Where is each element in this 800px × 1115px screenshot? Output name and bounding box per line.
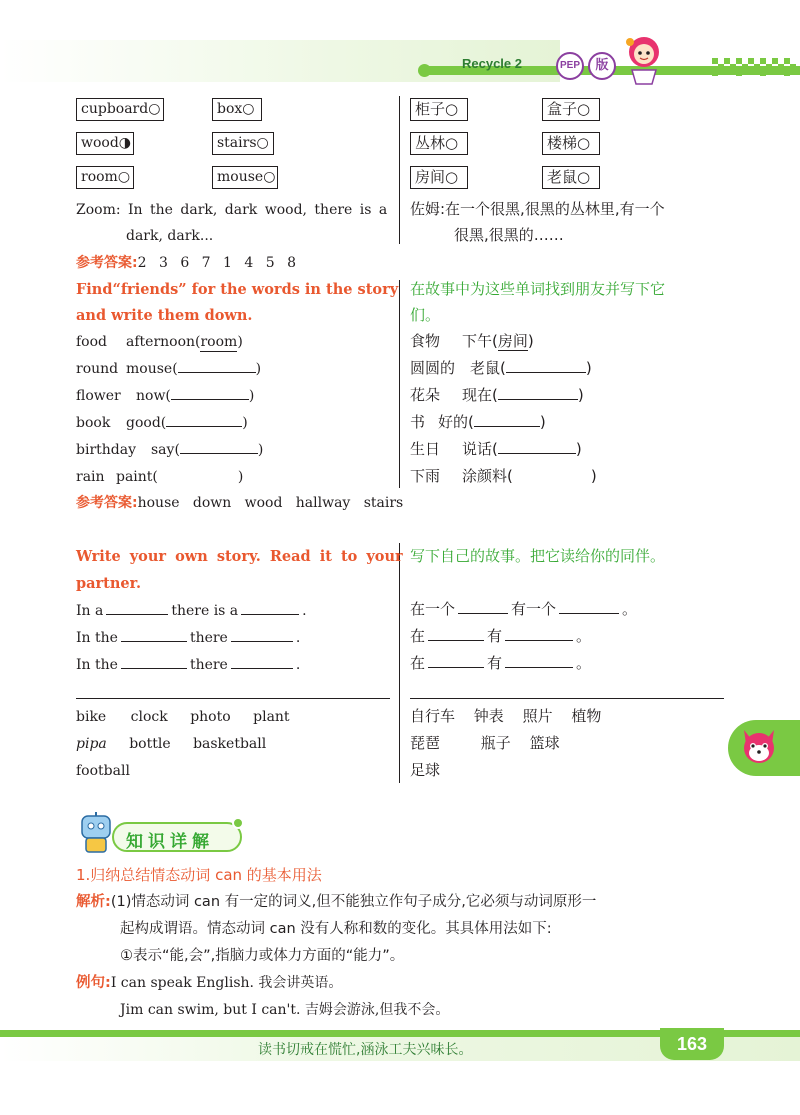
find-friends-title-cn-1: 在故事中为这些单词找到朋友并写下它 [410, 280, 666, 298]
pep-badge-label: PEP [559, 60, 580, 71]
explain-line2: 起构成谓语。情态动词 can 没有人称和数的变化。其具体用法如下: [120, 921, 552, 937]
vocab-box-en-stairs: stairs○ [212, 132, 274, 155]
ws-blank-2[interactable] [231, 655, 293, 669]
vocab-box-en-room: room○ [76, 166, 134, 189]
robot-mascot-icon [76, 812, 116, 856]
write-story-row-cn [410, 654, 591, 672]
find-friends-row-en [76, 387, 254, 405]
ws-cn-blank-2[interactable] [559, 600, 619, 614]
ff-close-paren: ) [248, 388, 255, 404]
ff-fill-blank[interactable] [171, 399, 249, 400]
ff-cn-close-paren: ) [585, 359, 592, 377]
zoom-cn-line1: 佐姆:在一个很黑,很黑的丛林里,有一个 [410, 200, 665, 218]
find-friends-row-en [76, 333, 243, 352]
ff-cn-word-b: 说话( [462, 440, 498, 458]
find-friends-row-cn [410, 386, 584, 404]
ff-word-a: birthday [76, 442, 136, 458]
wb-pipa: pipa [76, 736, 107, 752]
write-story-row-en [76, 628, 300, 647]
write-story-row-cn [410, 600, 637, 618]
ff-cn-word-a: 花朵 [410, 386, 441, 404]
ff-close-paren: ) [242, 415, 248, 431]
find-friends-row-en [76, 414, 248, 432]
ban-badge-label: 版 [595, 58, 609, 73]
word-bank-cn-row3 [410, 761, 440, 779]
answer1-value: 2 3 6 7 1 4 5 8 [137, 255, 297, 271]
ff-cn-word-b: 涂颜料( [462, 467, 513, 485]
word-bank-cn-row1 [410, 707, 601, 725]
ff-close-paren: ) [255, 361, 262, 377]
example2: Jim can swim, but I can't. 吉姆会游泳,但我不会。 [120, 1002, 450, 1018]
wb-plant: plant [253, 709, 290, 725]
ff-word-a: rain [76, 469, 105, 485]
knowledge-heading: 1.归纳总结情态动词 can 的基本用法 [76, 866, 322, 884]
ff-word-b: now( [136, 388, 171, 404]
find-friends-row-en [76, 360, 261, 378]
ff-cn-fill-blank[interactable] [498, 453, 576, 454]
ff-cn-close-paren: ) [590, 467, 597, 485]
page-number: 163 [676, 1034, 708, 1054]
vocab-box-cn-cupboard: 柜子○ [410, 98, 468, 121]
wb-basketball: basketball [193, 736, 267, 752]
ws-text-a: In the [76, 657, 118, 673]
vocab-box-cn-wood: 丛林○ [410, 132, 468, 155]
ff-fill-blank[interactable] [166, 426, 242, 427]
ff-word-a: flower [76, 388, 121, 404]
vocab-box-en-mouse: mouse○ [212, 166, 278, 189]
wb-bottle: bottle [129, 736, 171, 752]
example-label: 例句: [76, 975, 111, 991]
ff-cn-fill-blank[interactable] [474, 426, 540, 427]
ff-cn-fill-blank[interactable] [506, 372, 586, 373]
ws-text-a: In the [76, 630, 118, 646]
fox-mascot-icon [736, 724, 782, 770]
ff-close-paren: ) [237, 469, 244, 485]
ws-text-a: In a [76, 603, 104, 619]
ws-cn-text-a: 在一个 [410, 600, 456, 618]
ws-text-c: . [302, 603, 307, 619]
find-friends-row-en [76, 468, 243, 486]
ff-cn-word-a: 下雨 [410, 467, 441, 485]
wb-bike: bike [76, 709, 107, 725]
ff-word-b: paint( [116, 469, 158, 485]
find-friends-row-en [76, 441, 263, 459]
wb-cn-bottle: 瓶子 [480, 734, 511, 752]
ws-cn-text-b: 有 [487, 627, 503, 645]
ban-badge [588, 52, 616, 80]
column-divider-3 [399, 543, 400, 783]
ws-cn-blank-2[interactable] [505, 654, 573, 668]
ff-cn-close-paren: ) [539, 413, 546, 431]
ws-cn-text-b: 有 [487, 654, 503, 672]
example-row1 [76, 974, 342, 992]
ff-cn-word-b: 老鼠( [470, 359, 506, 377]
wb-cn-pipa: 琵琶 [410, 734, 441, 752]
word-bank-en-row1 [76, 708, 290, 726]
ws-cn-text-a: 在 [410, 627, 426, 645]
ws-cn-text-c: 。 [576, 627, 592, 645]
write-story-row-en [76, 601, 307, 620]
zoom-cn-line2: 很黑,很黑的…… [454, 226, 564, 244]
ff-word-b: say( [151, 442, 180, 458]
ff-cn-close-paren: ) [575, 440, 582, 458]
ff-cn-word-b: 现在( [462, 386, 498, 404]
checker-decoration [712, 58, 800, 78]
ff-close-paren: ) [237, 334, 243, 350]
answer1-label: 参考答案: [76, 255, 138, 271]
ws-cn-text-c: 。 [622, 600, 638, 618]
word-bank-divider-cn [410, 698, 724, 699]
ff-fill-blank[interactable] [178, 372, 256, 373]
ws-cn-blank-1[interactable] [458, 600, 508, 614]
ff-cn-close-paren: ) [577, 386, 584, 404]
answer2-value: house down wood hallway stairs [137, 495, 404, 511]
header-unit-label: Recycle 2 [462, 56, 522, 71]
write-story-title-cn: 写下自己的故事。把它读给你的同伴。 [410, 547, 666, 565]
column-divider-2 [399, 280, 400, 488]
vocab-box-en-box: box○ [212, 98, 262, 121]
ff-cn-word-a: 生日 [410, 440, 441, 458]
knowledge-banner-text: 知识详解 [126, 832, 214, 852]
ff-cn-fill-blank[interactable] [498, 399, 578, 400]
find-friends-title-en-2: and write them down. [76, 307, 253, 324]
word-bank-cn-row2 [410, 734, 560, 752]
pep-badge [556, 52, 584, 80]
word-bank-en-row2 [76, 735, 266, 753]
ws-cn-text-b: 有一个 [511, 600, 557, 618]
ff-word-b: good( [126, 415, 167, 431]
ff-cn-close-paren: ) [527, 332, 534, 350]
knowledge-banner [112, 822, 242, 852]
find-friends-title-cn-2: 们。 [410, 306, 441, 324]
answer2-row [76, 494, 403, 512]
ws-blank-2[interactable] [231, 628, 293, 642]
explain-line3: ①表示“能,会”,指脑力或体力方面的“能力”。 [120, 948, 405, 964]
find-friends-row-cn [410, 467, 597, 485]
ws-cn-blank-2[interactable] [505, 627, 573, 641]
wb-cn-football: 足球 [410, 761, 441, 779]
ff-cn-word-a: 食物 [410, 332, 441, 350]
mascot-girl-icon [618, 30, 670, 86]
find-friends-row-cn [410, 413, 546, 431]
ff-word-a: round [76, 361, 119, 377]
write-story-row-en [76, 655, 300, 674]
ff-cn-word-b: 好的( [438, 413, 474, 431]
write-story-title-en-2: partner. [76, 575, 141, 592]
wb-cn-basketball: 篮球 [529, 734, 560, 752]
zoom-en-line1: Zoom: In the dark, dark wood, there is a [76, 202, 388, 218]
ff-cn-word-a: 圆圆的 [410, 359, 456, 377]
ws-text-c: . [295, 630, 301, 646]
ws-cn-text-a: 在 [410, 654, 426, 672]
ws-blank-1[interactable] [121, 628, 187, 642]
answer2-label: 参考答案: [76, 495, 138, 511]
write-story-title-en-1: Write your own story. Read it to your [76, 548, 403, 565]
ws-cn-text-c: 。 [576, 654, 592, 672]
explain-label: 解析: [76, 894, 111, 910]
ff-word-a: food [76, 334, 108, 350]
ff-cn-word-a: 书 [410, 413, 426, 431]
example1: I can speak English. 我会讲英语。 [110, 975, 343, 991]
wb-clock: clock [130, 709, 168, 725]
wb-football: football [76, 763, 130, 779]
footer-motto: 读书切戒在慌忙,涵泳工夫兴味长。 [258, 1042, 473, 1058]
ws-blank-1[interactable] [121, 655, 187, 669]
word-bank-en-row3 [76, 762, 130, 780]
ff-fill-blank[interactable]: room [200, 334, 238, 350]
zoom-en-line2: dark, dark... [126, 228, 214, 244]
banner-dot [232, 817, 244, 829]
ws-text-b: there [189, 657, 228, 673]
ws-cn-blank-1[interactable] [428, 654, 484, 668]
explain-line1: (1)情态动词 can 有一定的词义,但不能独立作句子成分,它必须与动词原形一 [110, 894, 597, 910]
ws-text-b: there [189, 630, 228, 646]
ws-text-c: . [295, 657, 301, 673]
ff-cn-word-b: 下午( [462, 332, 498, 350]
wb-cn-bike: 自行车 [410, 707, 456, 725]
ff-fill-blank[interactable] [180, 453, 258, 454]
header-green-dot [418, 64, 431, 77]
vocab-box-cn-box: 盒子○ [542, 98, 600, 121]
header-bar [0, 0, 800, 95]
find-friends-row-cn [410, 332, 534, 351]
wb-cn-photo: 照片 [522, 707, 553, 725]
word-bank-divider-en [76, 698, 390, 699]
find-friends-row-cn [410, 359, 592, 377]
ff-word-b: afternoon( [126, 334, 201, 350]
vocab-box-en-cupboard: cupboard○ [76, 98, 164, 121]
ff-word-a: book [76, 415, 111, 431]
wb-photo: photo [190, 709, 231, 725]
ws-text-b: there is a [171, 603, 239, 619]
answer1-row [76, 254, 296, 272]
column-divider-1 [399, 96, 400, 244]
ws-blank-2[interactable] [241, 601, 299, 615]
wb-cn-plant: 植物 [571, 707, 602, 725]
ws-cn-blank-1[interactable] [428, 627, 484, 641]
find-friends-row-cn [410, 440, 582, 458]
vocab-box-en-wood: wood◑ [76, 132, 134, 155]
vocab-box-cn-stairs: 楼梯○ [542, 132, 600, 155]
ws-blank-1[interactable] [106, 601, 168, 615]
vocab-box-cn-mouse: 老鼠○ [542, 166, 600, 189]
explain-row1 [76, 893, 596, 911]
page-number-tab [660, 1028, 724, 1060]
find-friends-title-en-1: Find“friends” for the words in the story [76, 281, 399, 298]
wb-cn-clock: 钟表 [473, 707, 504, 725]
ff-cn-fill-blank[interactable]: 房间 [497, 332, 528, 350]
ff-word-b: mouse( [126, 361, 178, 377]
write-story-row-cn [410, 627, 591, 645]
ff-close-paren: ) [257, 442, 264, 458]
vocab-box-cn-room: 房间○ [410, 166, 468, 189]
